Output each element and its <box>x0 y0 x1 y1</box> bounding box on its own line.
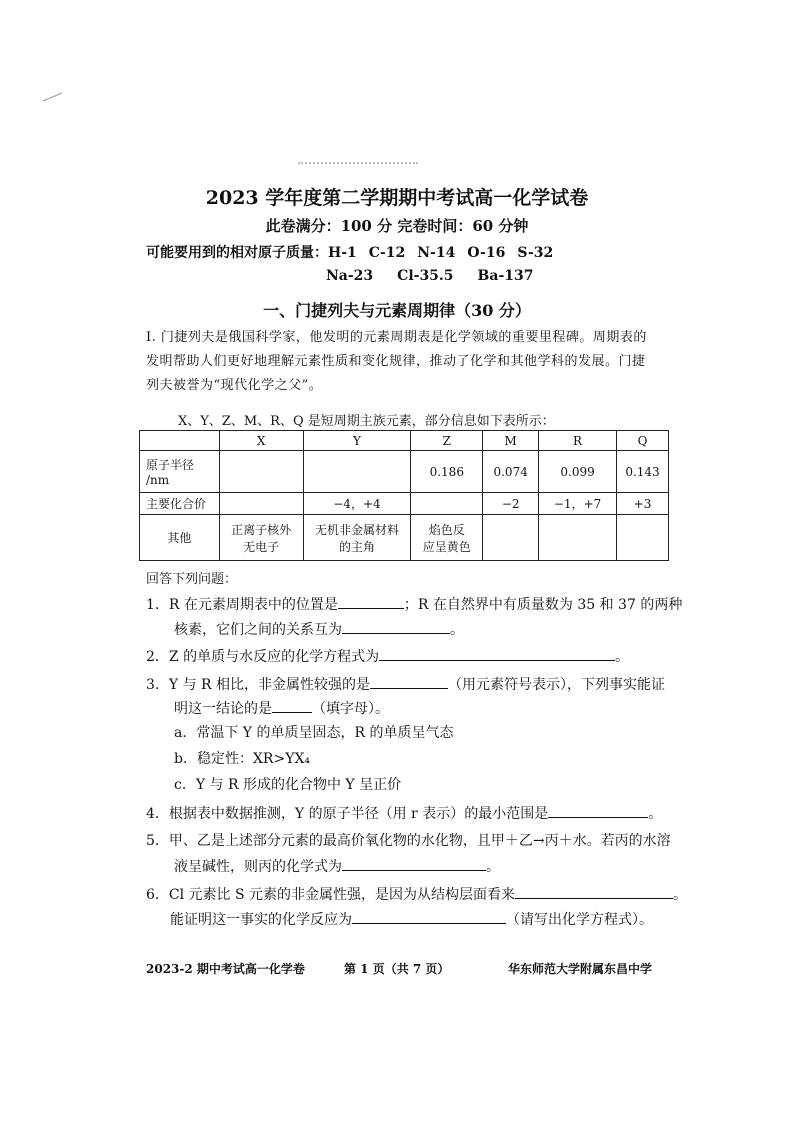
table-cell <box>219 493 303 515</box>
table-cell: 0.186 <box>411 451 483 493</box>
table-header: Z <box>411 431 483 451</box>
answer-blank[interactable] <box>272 696 312 713</box>
mass-c: C-12 <box>368 245 406 261</box>
question-1 <box>146 592 682 617</box>
row-label-other: 其他 <box>140 515 220 561</box>
row-label-text: 原子半径 <box>146 458 195 472</box>
answer-blank[interactable] <box>352 907 506 924</box>
table-cell: 0.143 <box>617 451 669 493</box>
cell-line: 焰色反 <box>428 522 465 537</box>
intro-line: 列夫被誉为“现代化学之父”。 <box>146 378 323 393</box>
mass-h: H-1 <box>328 245 357 261</box>
question-text: 1．R 在元素周期表中的位置是 <box>146 597 338 613</box>
cell-line: 应呈黄色 <box>422 539 471 554</box>
answer-blank[interactable] <box>370 672 448 689</box>
intro-paragraph <box>146 326 666 398</box>
answer-prompt: 回答下列问题： <box>146 572 238 587</box>
question-text: 液呈碱性，则丙的化学式为 <box>174 859 342 875</box>
row-label-unit: /nm <box>146 473 170 487</box>
option-b: b．稳定性：XR>YX₄ <box>174 751 311 767</box>
footer-school: 华东师范大学附属东昌中学 <box>508 962 653 976</box>
table-cell: 0.074 <box>483 451 539 493</box>
table-cell <box>617 515 669 561</box>
mass-cl: Cl-35.5 <box>397 268 454 284</box>
footer-page-number: 第 1 页（共 7 页） <box>344 962 450 976</box>
option-c: c．Y 与 R 形成的化合物中 Y 呈正价 <box>174 777 402 793</box>
row-label-radius <box>140 451 220 493</box>
question-text: 。 <box>673 887 688 903</box>
question-text: （用元素符号表示），下列事实能证 <box>448 677 666 693</box>
table-cell: −2 <box>483 493 539 515</box>
question-4 <box>146 801 662 826</box>
scan-dots <box>298 162 418 168</box>
atomic-mass-line-1 <box>146 242 553 262</box>
table-cell: −4，+4 <box>303 493 411 515</box>
table-cell: 0.099 <box>539 451 617 493</box>
question-text: 核素，它们之间的关系互为 <box>174 622 342 638</box>
section-title: 一、门捷列夫与元素周期律（30 分） <box>263 301 531 320</box>
table-cell <box>539 515 617 561</box>
footer-left: 2023-2 期中考试高一化学卷 <box>146 962 305 976</box>
table-header-row <box>140 431 669 451</box>
table-cell <box>219 515 303 561</box>
table-cell <box>411 493 483 515</box>
table-cell <box>303 515 411 561</box>
question-2 <box>146 644 629 669</box>
table-header: M <box>483 431 539 451</box>
table-header: Y <box>303 431 411 451</box>
table-row <box>140 451 669 493</box>
answer-blank[interactable] <box>338 592 404 609</box>
question-6-cont <box>170 907 653 932</box>
question-text: 6．Cl 元素比 S 元素的非金属性强，是因为从结构层面看来 <box>146 887 516 903</box>
question-5-cont <box>174 854 500 879</box>
element-table <box>139 430 669 561</box>
row-label-valence: 主要化合价 <box>140 493 220 515</box>
mass-o: O-16 <box>467 245 506 261</box>
question-text: ；R 在自然界中有质量数为 35 和 37 的两种 <box>403 597 683 613</box>
exam-title: 2023 学年度第二学期期中考试高一化学试卷 <box>205 187 589 209</box>
cell-line: 无机非金属材料 <box>314 522 399 537</box>
table-cell <box>483 515 539 561</box>
question-text: 4．根据表中数据推测，Y 的原子半径（用 r 表示）的最小范围是 <box>146 806 549 822</box>
question-text: 。 <box>615 649 630 665</box>
option-a: a．常温下 Y 的单质呈固态，R 的单质呈气态 <box>174 725 454 741</box>
table-row <box>140 515 669 561</box>
question-1-cont <box>174 617 464 642</box>
table-row <box>140 493 669 515</box>
cell-line: 的主角 <box>338 539 375 554</box>
answer-blank[interactable] <box>342 617 450 634</box>
table-header: Q <box>617 431 669 451</box>
mass-n: N-14 <box>417 245 456 261</box>
question-text: 明这一结论的是 <box>174 701 272 717</box>
answer-blank[interactable] <box>548 801 648 818</box>
answer-blank[interactable] <box>342 854 486 871</box>
answer-blank[interactable] <box>379 644 615 661</box>
cell-line: 正离子核外 <box>231 522 292 537</box>
mass-na: Na-23 <box>326 268 374 284</box>
answer-blank[interactable] <box>515 882 673 899</box>
question-text: （填字母）。 <box>312 701 389 717</box>
atomic-mass-line-2 <box>326 268 558 284</box>
intro-line: 发明帮助人们更好地理解元素性质和变化规律，推动了化学和其他学科的发展。门捷 <box>146 354 646 369</box>
question-text: 3．Y 与 R 相比，非金属性较强的是 <box>146 677 371 693</box>
question-text: 2．Z 的单质与水反应的化学方程式为 <box>146 649 380 665</box>
question-text: （请写出化学方程式）。 <box>506 912 653 928</box>
table-cell: −1，+7 <box>539 493 617 515</box>
exam-subtitle: 此卷满分：100 分 完卷时间：60 分钟 <box>265 217 529 235</box>
mass-s: S-32 <box>517 245 554 261</box>
table-cell <box>140 431 220 451</box>
table-cell <box>411 515 483 561</box>
question-text: 。 <box>486 859 500 875</box>
table-header: R <box>539 431 617 451</box>
intro-line: I. 门捷列夫是俄国科学家，他发明的元素周期表是化学领域的重要里程碑。周期表的 <box>146 330 647 345</box>
question-text: 5．甲、乙是上述部分元素的最高价氧化物的水化物，且甲＋乙→丙＋水。若丙的水溶 <box>146 833 671 849</box>
table-lead: X、Y、Z、M、R、Q 是短周期主族元素，部分信息如下表所示： <box>178 414 555 429</box>
table-cell: +3 <box>617 493 669 515</box>
question-5 <box>146 829 671 853</box>
table-cell <box>303 451 411 493</box>
scan-mark <box>42 92 64 102</box>
mass-ba: Ba-137 <box>477 268 534 284</box>
table-cell <box>219 451 303 493</box>
atomic-mass-label: 可能要用到的相对原子质量： <box>146 245 328 261</box>
question-text: 。 <box>450 622 464 638</box>
question-text: 。 <box>648 806 663 822</box>
cell-line: 无电子 <box>243 539 280 554</box>
question-3 <box>146 672 665 697</box>
question-6 <box>146 882 687 907</box>
question-text: 能证明这一事实的化学反应为 <box>170 912 352 928</box>
table-header: X <box>219 431 303 451</box>
question-3-cont <box>174 696 389 721</box>
